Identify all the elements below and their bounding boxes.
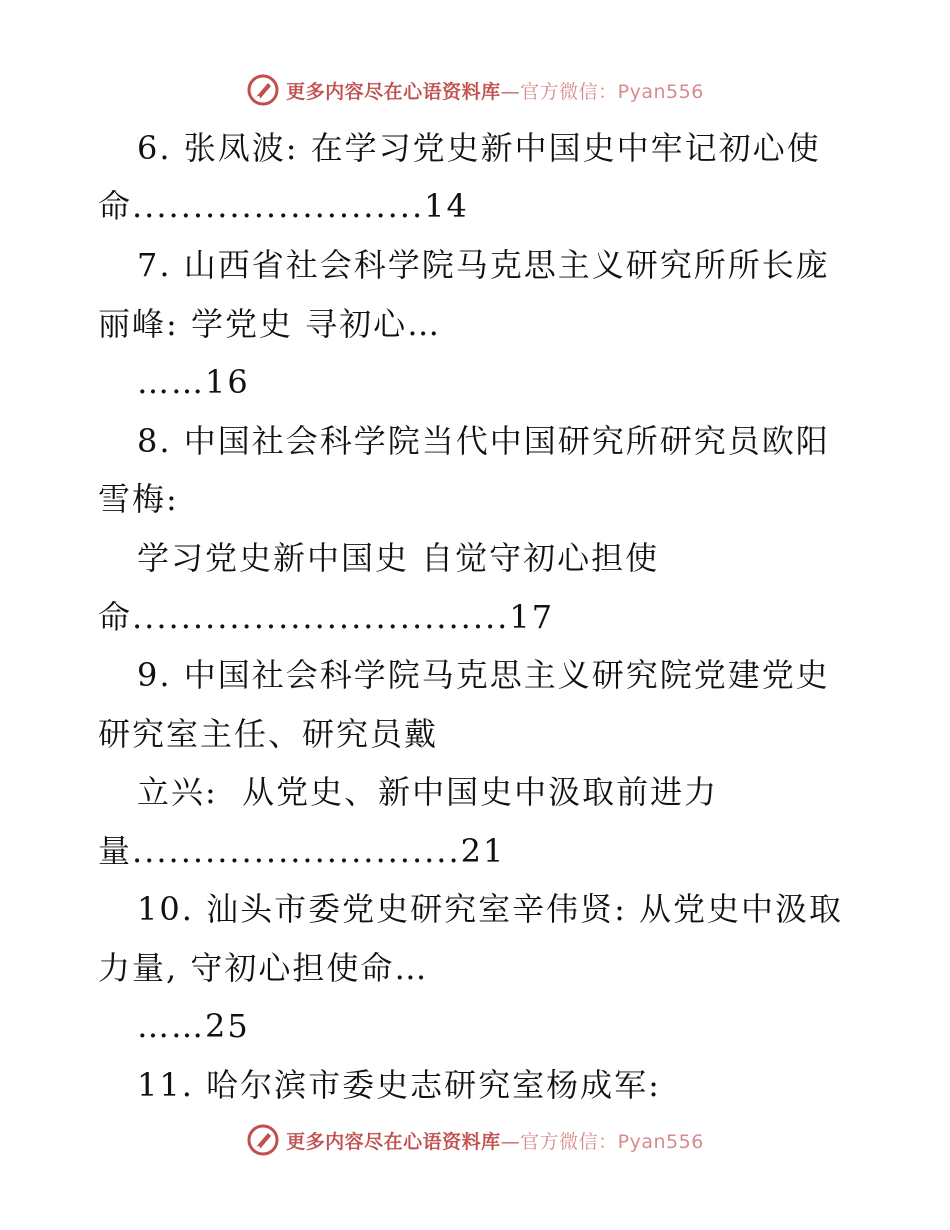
watermark-text — [286, 77, 704, 104]
pen-logo-icon — [246, 1123, 280, 1157]
toc-line: 命........................14 — [98, 187, 469, 225]
toc-line: 力量, 守初心担使命… — [98, 949, 429, 987]
toc-line: 7. 山西省社会科学院马克思主义研究所所长庞 — [137, 246, 830, 284]
toc-line: 9. 中国社会科学院马克思主义研究院党建党史 — [137, 656, 830, 694]
watermark-text — [286, 1127, 704, 1154]
toc-line: 雪梅: — [98, 480, 179, 518]
footer-watermark — [0, 1120, 950, 1160]
toc-line: 量...........................21 — [98, 832, 506, 870]
toc-line: ……25 — [137, 1007, 250, 1045]
pen-logo-icon — [246, 73, 280, 107]
toc-line: 11. 哈尔滨市委史志研究室杨成军: — [137, 1066, 661, 1104]
header-watermark — [0, 70, 950, 110]
toc-line: 丽峰: 学党史 寻初心… — [98, 305, 442, 343]
watermark-wechat: 官方微信：Pyan556 — [520, 1130, 704, 1153]
watermark-separator: — — [500, 1130, 521, 1153]
toc-line: 研究室主任、研究员戴 — [98, 715, 439, 753]
watermark-brand: 更多内容尽在心语资料库 — [286, 80, 501, 103]
toc-line: 10. 汕头市委党史研究室辛伟贤: 从党史中汲取 — [137, 890, 844, 928]
toc-line: 命...............................17 — [98, 598, 555, 636]
toc-line: 8. 中国社会科学院当代中国研究所研究员欧阳 — [137, 422, 830, 460]
watermark-separator: — — [500, 80, 521, 103]
toc-line: 学习党史新中国史 自觉守初心担使 — [137, 539, 660, 577]
watermark-wechat: 官方微信：Pyan556 — [520, 80, 704, 103]
toc-line: ……16 — [137, 363, 250, 401]
watermark-brand: 更多内容尽在心语资料库 — [286, 1130, 501, 1153]
toc-line: 6. 张凤波: 在学习党史新中国史中牢记初心使 — [137, 129, 821, 167]
toc-line: 立兴: 从党史、新中国史中汲取前进力 — [137, 773, 719, 811]
